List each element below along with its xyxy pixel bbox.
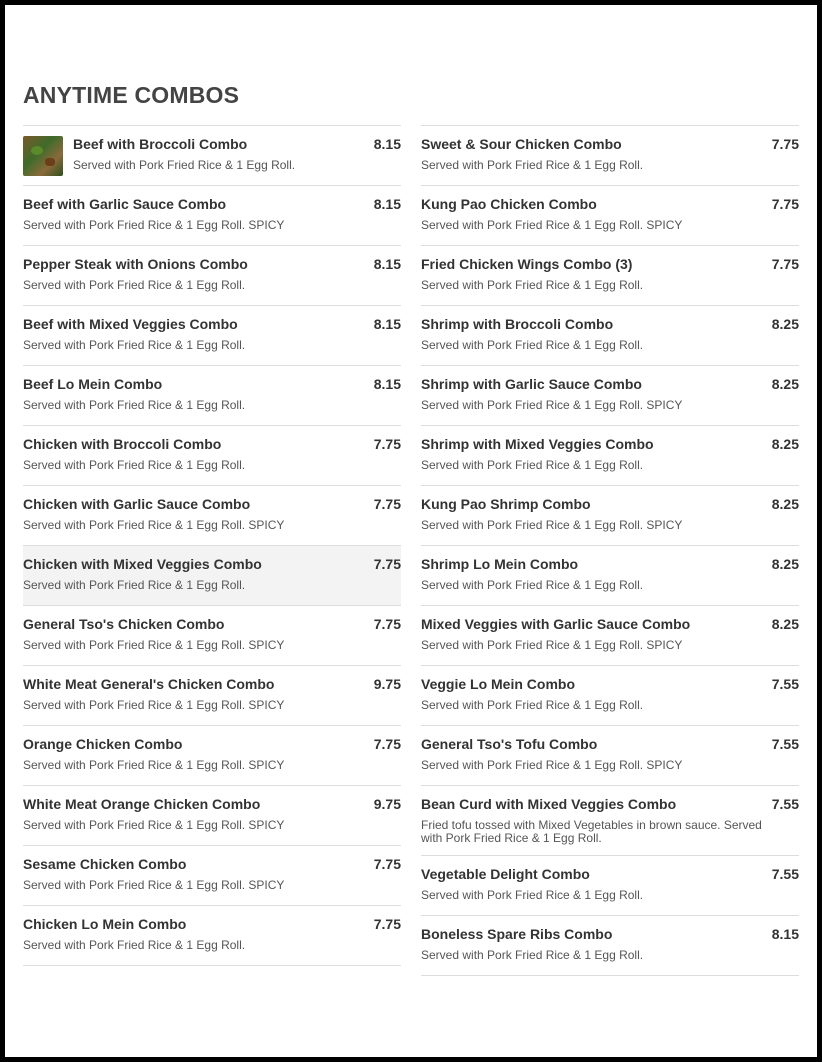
menu-item[interactable] xyxy=(23,426,401,486)
item-name: Chicken Lo Mein Combo xyxy=(23,916,187,932)
item-name: Fried Chicken Wings Combo (3) xyxy=(421,256,633,272)
menu-item[interactable] xyxy=(421,786,799,856)
item-description: Served with Pork Fried Rice & 1 Egg Roll. xyxy=(23,578,246,592)
menu-item[interactable] xyxy=(421,546,799,606)
menu-item[interactable] xyxy=(23,306,401,366)
item-price: 8.25 xyxy=(771,436,799,452)
menu-item[interactable] xyxy=(23,666,401,726)
item-name: White Meat General's Chicken Combo xyxy=(23,676,275,692)
item-price: 7.75 xyxy=(373,856,401,872)
item-description: Served with Pork Fried Rice & 1 Egg Roll. SPICY xyxy=(23,218,285,232)
menu-item[interactable] xyxy=(421,186,799,246)
item-price: 7.75 xyxy=(771,136,799,152)
menu-item[interactable] xyxy=(23,906,401,966)
item-name: Chicken with Garlic Sauce Combo xyxy=(23,496,251,512)
menu-item[interactable] xyxy=(421,856,799,916)
item-price: 7.55 xyxy=(771,796,799,812)
item-name: Shrimp with Mixed Veggies Combo xyxy=(421,436,654,452)
menu-item[interactable] xyxy=(421,366,799,426)
item-name: Kung Pao Shrimp Combo xyxy=(421,496,591,512)
item-price: 8.15 xyxy=(373,376,401,392)
item-name: Chicken with Broccoli Combo xyxy=(23,436,222,452)
item-description: Served with Pork Fried Rice & 1 Egg Roll. xyxy=(421,278,644,292)
menu-item[interactable] xyxy=(421,126,799,186)
item-description: Served with Pork Fried Rice & 1 Egg Roll. SPICY xyxy=(421,638,683,652)
menu-item[interactable] xyxy=(23,786,401,846)
item-price: 8.15 xyxy=(373,316,401,332)
right-column xyxy=(421,125,799,976)
item-price: 7.75 xyxy=(373,916,401,932)
item-description: Served with Pork Fried Rice & 1 Egg Roll. xyxy=(421,948,644,962)
menu-item[interactable] xyxy=(421,916,799,976)
item-description: Served with Pork Fried Rice & 1 Egg Roll. xyxy=(421,338,644,352)
menu-item[interactable] xyxy=(23,126,401,186)
section-title: ANYTIME COMBOS xyxy=(23,82,240,108)
item-description: Served with Pork Fried Rice & 1 Egg Roll. xyxy=(421,698,644,712)
item-price: 8.25 xyxy=(771,616,799,632)
item-price: 7.75 xyxy=(373,556,401,572)
item-price: 8.25 xyxy=(771,316,799,332)
item-description: Served with Pork Fried Rice & 1 Egg Roll. SPICY xyxy=(23,638,285,652)
item-name: Pepper Steak with Onions Combo xyxy=(23,256,248,272)
item-description: Served with Pork Fried Rice & 1 Egg Roll. SPICY xyxy=(23,878,285,892)
item-price: 7.75 xyxy=(373,496,401,512)
item-description: Served with Pork Fried Rice & 1 Egg Roll. SPICY xyxy=(23,818,285,832)
item-description: Served with Pork Fried Rice & 1 Egg Roll. xyxy=(421,578,644,592)
item-name: Sesame Chicken Combo xyxy=(23,856,187,872)
menu-columns xyxy=(23,125,799,976)
item-name: Beef with Mixed Veggies Combo xyxy=(23,316,238,332)
item-description: Served with Pork Fried Rice & 1 Egg Roll. xyxy=(23,338,246,352)
item-name: Bean Curd with Mixed Veggies Combo xyxy=(421,796,677,812)
menu-item[interactable] xyxy=(421,666,799,726)
menu-item[interactable] xyxy=(23,486,401,546)
menu-item[interactable] xyxy=(23,606,401,666)
item-price: 7.75 xyxy=(771,196,799,212)
menu-item[interactable] xyxy=(421,486,799,546)
item-description: Served with Pork Fried Rice & 1 Egg Roll. xyxy=(23,278,246,292)
item-price: 7.75 xyxy=(771,256,799,272)
item-name: Boneless Spare Ribs Combo xyxy=(421,926,613,942)
item-description: Served with Pork Fried Rice & 1 Egg Roll. xyxy=(73,158,296,172)
item-price: 8.25 xyxy=(771,556,799,572)
item-name: White Meat Orange Chicken Combo xyxy=(23,796,261,812)
menu-item[interactable] xyxy=(23,846,401,906)
menu-item[interactable] xyxy=(23,366,401,426)
item-name: Sweet & Sour Chicken Combo xyxy=(421,136,622,152)
menu-item[interactable] xyxy=(23,246,401,306)
item-description: Served with Pork Fried Rice & 1 Egg Roll. xyxy=(421,888,644,902)
item-price: 8.15 xyxy=(373,256,401,272)
item-name: Veggie Lo Mein Combo xyxy=(421,676,576,692)
menu-item[interactable] xyxy=(23,726,401,786)
item-name: Beef with Garlic Sauce Combo xyxy=(23,196,227,212)
menu-page xyxy=(5,5,817,976)
item-price: 7.75 xyxy=(373,436,401,452)
item-description: Fried tofu tossed with Mixed Vegetables in brown sauce. Served with Pork Fried Rice & 1 Egg Roll. xyxy=(421,818,762,845)
item-description: Served with Pork Fried Rice & 1 Egg Roll. SPICY xyxy=(421,518,683,532)
item-description: Served with Pork Fried Rice & 1 Egg Roll. SPICY xyxy=(23,758,285,772)
item-description: Served with Pork Fried Rice & 1 Egg Roll. xyxy=(421,458,644,472)
item-description: Served with Pork Fried Rice & 1 Egg Roll. xyxy=(23,398,246,412)
item-name: Kung Pao Chicken Combo xyxy=(421,196,597,212)
item-price: 7.55 xyxy=(771,676,799,692)
item-description: Served with Pork Fried Rice & 1 Egg Roll. SPICY xyxy=(421,758,683,772)
item-name: General Tso's Tofu Combo xyxy=(421,736,598,752)
menu-item[interactable] xyxy=(421,306,799,366)
menu-item[interactable] xyxy=(421,606,799,666)
left-column xyxy=(23,125,401,976)
item-description: Served with Pork Fried Rice & 1 Egg Roll. xyxy=(421,158,644,172)
menu-item[interactable] xyxy=(23,186,401,246)
item-name: Orange Chicken Combo xyxy=(23,736,183,752)
menu-item[interactable] xyxy=(421,726,799,786)
item-price: 8.15 xyxy=(771,926,799,942)
item-price: 8.25 xyxy=(771,376,799,392)
item-price: 9.75 xyxy=(373,796,401,812)
menu-item[interactable] xyxy=(421,426,799,486)
item-name: Vegetable Delight Combo xyxy=(421,866,590,882)
item-price: 7.55 xyxy=(771,866,799,882)
item-price: 7.55 xyxy=(771,736,799,752)
item-name: Beef with Broccoli Combo xyxy=(73,136,248,152)
item-name: Shrimp Lo Mein Combo xyxy=(421,556,579,572)
item-thumbnail-image[interactable] xyxy=(23,136,63,176)
item-price: 9.75 xyxy=(373,676,401,692)
item-description: Served with Pork Fried Rice & 1 Egg Roll. SPICY xyxy=(23,698,285,712)
item-name: Shrimp with Garlic Sauce Combo xyxy=(421,376,642,392)
item-name: Mixed Veggies with Garlic Sauce Combo xyxy=(421,616,691,632)
menu-item[interactable] xyxy=(421,246,799,306)
item-price: 8.15 xyxy=(373,136,401,152)
item-description: Served with Pork Fried Rice & 1 Egg Roll. SPICY xyxy=(421,218,683,232)
item-description: Served with Pork Fried Rice & 1 Egg Roll. SPICY xyxy=(421,398,683,412)
item-price: 7.75 xyxy=(373,736,401,752)
item-name: General Tso's Chicken Combo xyxy=(23,616,225,632)
item-name: Chicken with Mixed Veggies Combo xyxy=(23,556,262,572)
item-description: Served with Pork Fried Rice & 1 Egg Roll. xyxy=(23,458,246,472)
item-price: 7.75 xyxy=(373,616,401,632)
item-name: Shrimp with Broccoli Combo xyxy=(421,316,614,332)
menu-item[interactable] xyxy=(23,546,401,606)
item-price: 8.15 xyxy=(373,196,401,212)
item-description: Served with Pork Fried Rice & 1 Egg Roll. SPICY xyxy=(23,518,285,532)
item-name: Beef Lo Mein Combo xyxy=(23,376,163,392)
item-description: Served with Pork Fried Rice & 1 Egg Roll. xyxy=(23,938,246,952)
item-price: 8.25 xyxy=(771,496,799,512)
